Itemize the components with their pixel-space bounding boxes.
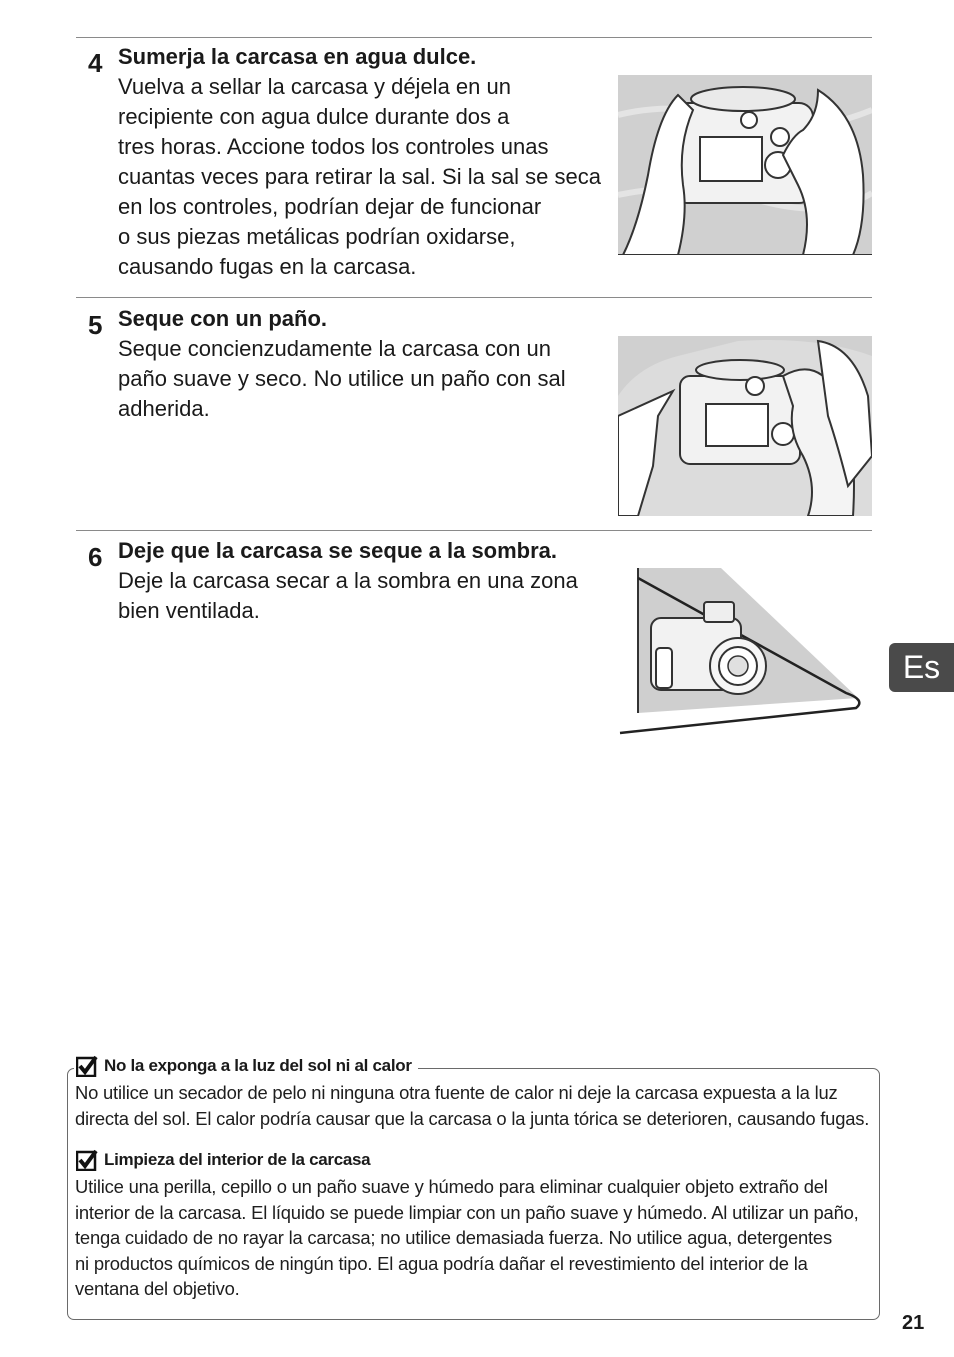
step-line: bien ventilada. <box>118 598 260 623</box>
caution-check-icon <box>76 1055 98 1077</box>
step-number: 4 <box>88 48 103 78</box>
step-title: Deje que la carcasa se seque a la sombra. <box>118 538 558 563</box>
separator-step-5 <box>76 297 872 298</box>
note-heading-text: Limpieza del interior de la carcasa <box>104 1150 371 1169</box>
step-line: Deje la carcasa secar a la sombra en una zona <box>118 568 578 593</box>
note-line: directa del sol. El calor podría causar que la carcasa o la junta tórica se deterioren, causando fugas. <box>75 1107 870 1129</box>
step-line: Vuelva a sellar la carcasa y déjela en un <box>118 74 511 99</box>
note-line: tenga cuidado de no rayar la carcasa; no utilice demasiada fuerza. No utilice agua, detergentes <box>75 1227 832 1248</box>
note-body-cleaning <box>75 1174 871 1302</box>
step-line: Seque concienzudamente la carcasa con un <box>118 336 551 361</box>
note-line: No utilice un secador de pelo ni ninguna otra fuente de calor ni deje la carcasa expuesta a la luz <box>75 1082 838 1103</box>
illustration-dry-with-cloth <box>618 336 872 516</box>
note-heading-text: No la exponga a la luz del sol ni al calor <box>104 1056 412 1075</box>
step-line: adherida. <box>118 396 210 421</box>
step-title: Sumerja la carcasa en agua dulce. <box>118 44 477 69</box>
step-line: recipiente con agua dulce durante dos a <box>118 104 510 129</box>
step-line: paño suave y seco. No utilice un paño con sal <box>118 366 566 391</box>
step-line: tres horas. Accione todos los controles unas <box>118 134 549 159</box>
note-heading-sunlight <box>74 1054 418 1078</box>
caution-check-icon <box>76 1149 98 1171</box>
separator-top <box>76 37 872 38</box>
note-line: Utilice una perilla, cepillo o un paño suave y húmedo para eliminar cualquier objeto extraño del <box>75 1176 828 1197</box>
separator-step-6 <box>76 530 872 531</box>
note-heading-cleaning <box>74 1148 376 1172</box>
step-number: 5 <box>88 310 103 340</box>
step-line: o sus piezas metálicas podrían oxidarse, <box>118 224 516 249</box>
illustration-rinse-housing <box>618 75 872 255</box>
page-number: 21 <box>902 1312 925 1334</box>
note-line: ventana del objetivo. <box>75 1278 240 1299</box>
note-line: interior de la carcasa. El líquido se puede limpiar con un paño suave y húmedo. Al utilizar un paño, <box>75 1201 859 1223</box>
note-body-sunlight <box>75 1080 871 1131</box>
note-line: ni productos químicos de ningún tipo. El agua podría dañar el revestimiento del interior de la <box>75 1252 808 1274</box>
step-number: 6 <box>88 542 103 572</box>
illustration-dry-in-shade <box>616 568 866 738</box>
step-line: causando fugas en la carcasa. <box>118 254 417 279</box>
step-title: Seque con un paño. <box>118 306 328 331</box>
step-line: cuantas veces para retirar la sal. Si la sal se seca <box>118 164 602 189</box>
step-line: en los controles, podrían dejar de funcionar <box>118 194 542 219</box>
language-tab: Es <box>889 643 954 692</box>
